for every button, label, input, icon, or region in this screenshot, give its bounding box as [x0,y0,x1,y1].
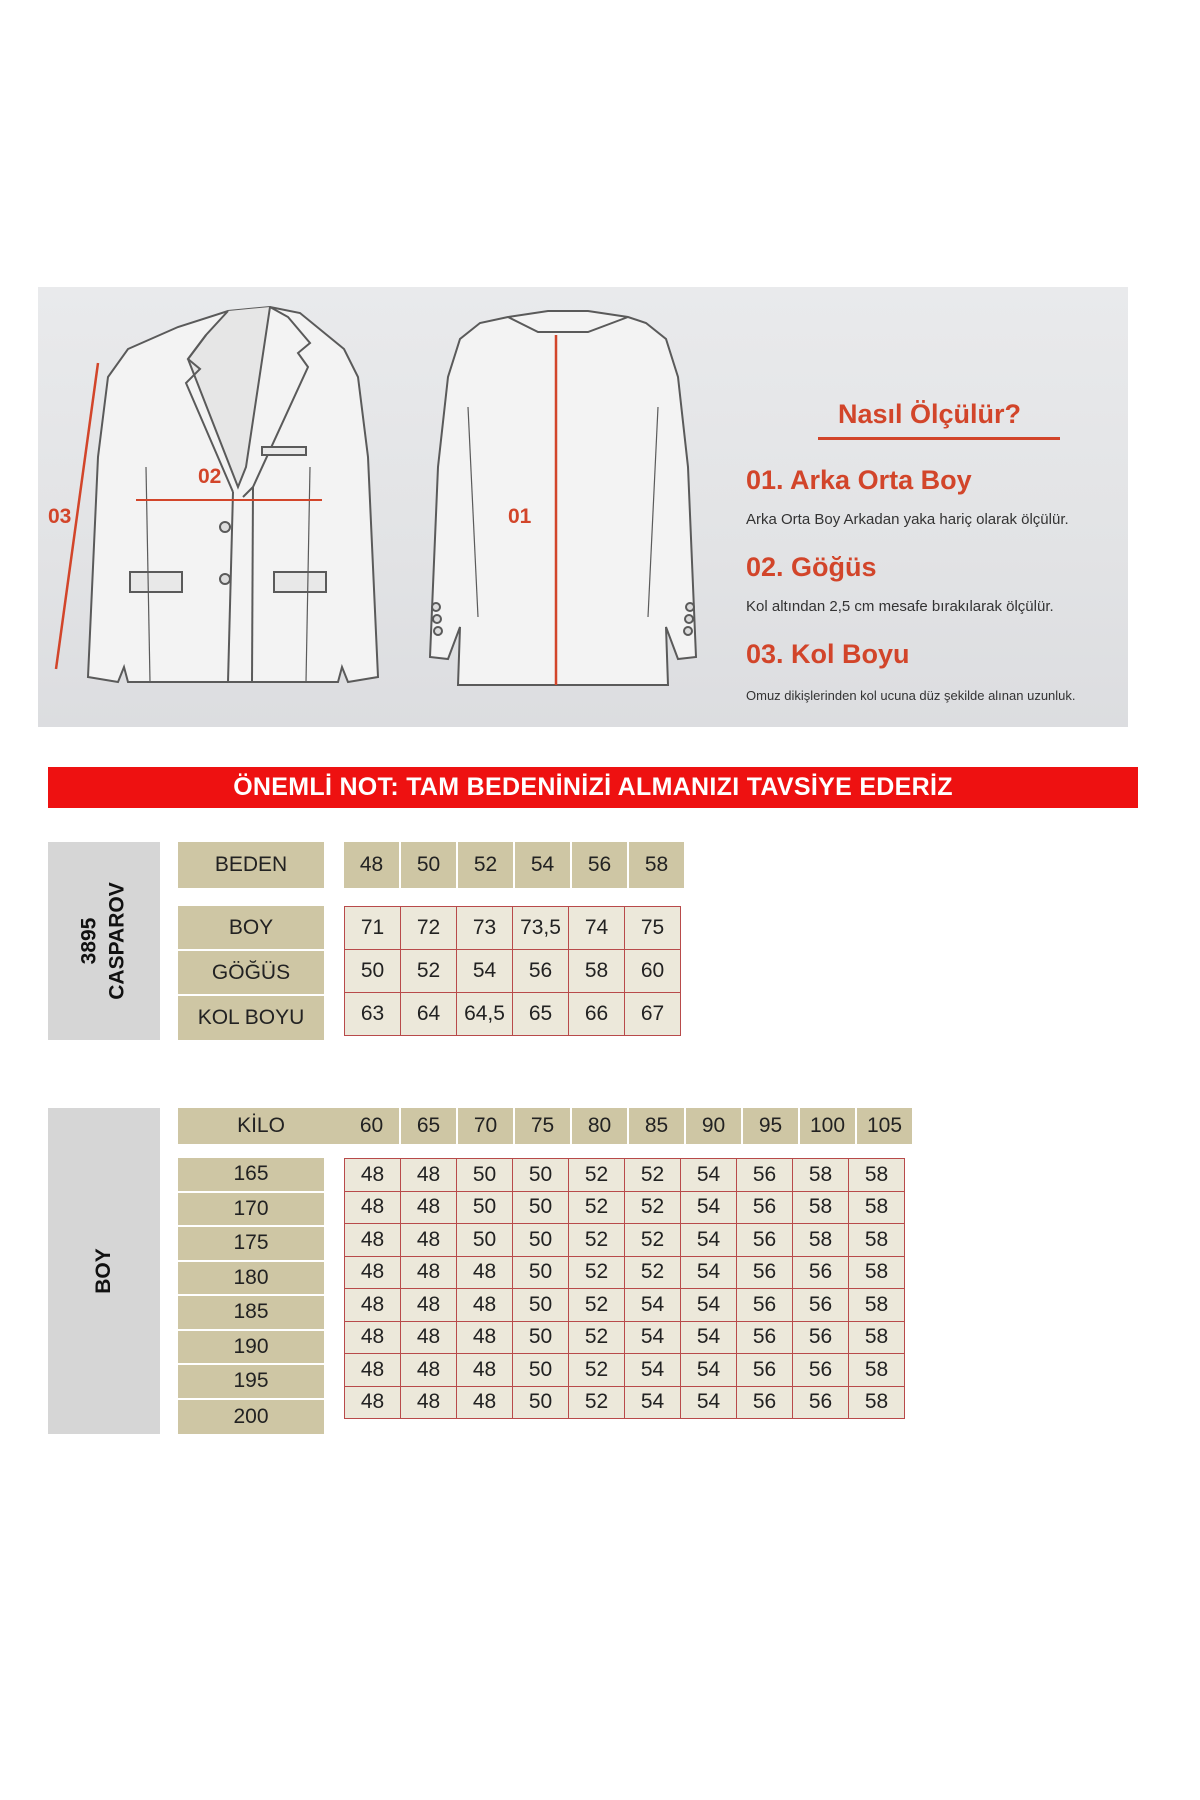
weight-header-cell: 90 [686,1108,741,1144]
height-row-label: 190 [178,1331,324,1366]
table-cell: 48 [457,1256,513,1289]
table-cell: 48 [345,1354,401,1387]
table-cell: 48 [401,1224,457,1257]
height-side-text: BOY [91,1248,115,1294]
table-cell: 54 [457,950,513,993]
height-row-label: 185 [178,1296,324,1331]
height-row-label: 170 [178,1193,324,1228]
table-cell: 48 [345,1289,401,1322]
table-cell: 54 [681,1386,737,1419]
weight-header-cell: 105 [857,1108,912,1144]
weight-header-label: KİLO [178,1108,344,1144]
table-row [345,1354,905,1387]
table-cell: 50 [513,1256,569,1289]
table-row [345,907,681,950]
table-cell: 66 [569,993,625,1036]
table-cell: 56 [737,1354,793,1387]
size-header-label: BEDEN [178,842,324,888]
table-cell: 56 [513,950,569,993]
marker-02: 02 [198,465,222,488]
weight-header-cell: 75 [515,1108,570,1144]
model-code: 3895 [78,917,101,965]
table-cell: 50 [513,1386,569,1419]
table-cell: 72 [401,907,457,950]
table-cell: 50 [457,1191,513,1224]
step-3-desc: Omuz dikişlerinden kol ucuna düz şekilde alınan uzunluk. [746,688,1076,703]
table-cell: 56 [793,1256,849,1289]
table-cell: 56 [737,1191,793,1224]
table-cell: 48 [345,1386,401,1419]
table-cell: 56 [737,1256,793,1289]
table-cell: 56 [737,1289,793,1322]
weight-header-cell: 95 [743,1108,798,1144]
table-cell: 54 [681,1191,737,1224]
table-cell: 54 [681,1321,737,1354]
table-cell: 52 [625,1159,681,1192]
height-row-label: 195 [178,1365,324,1400]
back-jacket-drawing [430,311,696,685]
table-cell: 63 [345,993,401,1036]
weight-header-cell: 70 [458,1108,513,1144]
table-cell: 52 [569,1386,625,1419]
marker-03: 03 [48,505,72,528]
table-row [345,950,681,993]
table-row [345,1386,905,1419]
table-cell: 73,5 [513,907,569,950]
table-cell: 50 [513,1191,569,1224]
table-cell: 50 [513,1354,569,1387]
table-cell: 52 [569,1159,625,1192]
table-cell: 52 [401,950,457,993]
table-cell: 73 [457,907,513,950]
table-cell: 48 [401,1256,457,1289]
table-cell: 48 [457,1354,513,1387]
size-measurements-table [344,906,681,1036]
marker-01: 01 [508,505,532,528]
table-cell: 54 [625,1354,681,1387]
table-cell: 56 [793,1354,849,1387]
table-cell: 75 [625,907,681,950]
table-row [345,993,681,1036]
weight-header-cell: 60 [344,1108,399,1144]
table-cell: 54 [625,1321,681,1354]
important-note-text: ÖNEMLİ NOT: TAM BEDENİNİZİ ALMANIZI TAVSİYE EDERİZ [233,773,953,801]
table-cell: 54 [625,1289,681,1322]
size-header-cell: 56 [572,842,627,888]
step-3-title: 03. Kol Boyu [746,639,910,669]
front-jacket-drawing [88,307,378,682]
table-cell: 50 [345,950,401,993]
size-header-cell: 58 [629,842,684,888]
measurement-guide-panel [38,287,1128,727]
table-row [345,1191,905,1224]
important-note-banner [48,767,1138,808]
table-row [345,1321,905,1354]
size-fit-table [344,1158,905,1419]
table-cell: 52 [569,1224,625,1257]
table-cell: 52 [625,1224,681,1257]
weight-header-cell: 80 [572,1108,627,1144]
table-cell: 71 [345,907,401,950]
table-cell: 48 [401,1289,457,1322]
size-header-cell: 48 [344,842,399,888]
table-cell: 64,5 [457,993,513,1036]
table-cell: 58 [849,1224,905,1257]
height-row-label: 165 [178,1158,324,1193]
table-cell: 54 [681,1159,737,1192]
step-2-title: 02. Göğüs [746,552,877,582]
how-to-measure-title: Nasıl Ölçülür? [838,399,1022,429]
table-cell: 48 [401,1354,457,1387]
table-cell: 48 [345,1159,401,1192]
step-2-desc: Kol altından 2,5 cm mesafe bırakılarak ölçülür. [746,598,1054,615]
table-cell: 54 [625,1386,681,1419]
table-cell: 50 [457,1224,513,1257]
table-cell: 48 [345,1256,401,1289]
table-cell: 54 [681,1354,737,1387]
size-row-label-boy: BOY [178,906,324,951]
height-row-label: 180 [178,1262,324,1297]
jacket-illustrations [38,287,1128,727]
size-row-label-gogus: GÖĞÜS [178,951,324,996]
title-underline [818,437,1060,440]
table-cell: 65 [513,993,569,1036]
weight-header-cell: 85 [629,1108,684,1144]
table-cell: 54 [681,1224,737,1257]
table-cell: 58 [849,1159,905,1192]
table-cell: 50 [513,1159,569,1192]
step-1-title: 01. Arka Orta Boy [746,465,972,495]
table-cell: 52 [569,1191,625,1224]
table-cell: 54 [681,1289,737,1322]
height-row-label: 200 [178,1400,324,1435]
model-side-label [48,842,160,1040]
table-cell: 50 [513,1321,569,1354]
table-row [345,1256,905,1289]
weight-header-cell: 65 [401,1108,456,1144]
table-cell: 64 [401,993,457,1036]
table-cell: 74 [569,907,625,950]
table-cell: 67 [625,993,681,1036]
table-cell: 48 [457,1386,513,1419]
table-cell: 58 [849,1321,905,1354]
size-header-cell: 54 [515,842,570,888]
table-cell: 52 [569,1289,625,1322]
table-cell: 48 [401,1386,457,1419]
table-cell: 48 [457,1321,513,1354]
table-cell: 48 [401,1191,457,1224]
table-cell: 58 [569,950,625,993]
table-cell: 52 [625,1191,681,1224]
table-cell: 50 [513,1224,569,1257]
size-row-label-kol-boyu: KOL BOYU [178,996,324,1040]
table-cell: 56 [793,1289,849,1322]
table-cell: 56 [737,1159,793,1192]
table-cell: 58 [849,1191,905,1224]
table-cell: 50 [457,1159,513,1192]
table-cell: 58 [849,1256,905,1289]
step-1-desc: Arka Orta Boy Arkadan yaka hariç olarak ölçülür. [746,511,1069,528]
weight-header-cell: 100 [800,1108,855,1144]
table-cell: 56 [793,1386,849,1419]
table-cell: 52 [569,1354,625,1387]
model-name: CASPAROV [106,882,129,1000]
table-cell: 52 [569,1256,625,1289]
table-cell: 48 [401,1321,457,1354]
table-cell: 54 [681,1256,737,1289]
table-row [345,1224,905,1257]
table-cell: 52 [625,1256,681,1289]
height-row-label: 175 [178,1227,324,1262]
table-cell: 56 [737,1321,793,1354]
table-cell: 52 [569,1321,625,1354]
table-cell: 58 [849,1354,905,1387]
table-cell: 48 [345,1321,401,1354]
table-cell: 58 [849,1386,905,1419]
table-cell: 48 [401,1159,457,1192]
table-cell: 58 [793,1159,849,1192]
size-header-cell: 50 [401,842,456,888]
table-cell: 48 [457,1289,513,1322]
table-cell: 56 [793,1321,849,1354]
table-row [345,1159,905,1192]
table-cell: 56 [737,1386,793,1419]
table-cell: 56 [737,1224,793,1257]
table-cell: 58 [793,1224,849,1257]
table-cell: 48 [345,1191,401,1224]
table-cell: 60 [625,950,681,993]
table-cell: 50 [513,1289,569,1322]
table-cell: 58 [793,1191,849,1224]
table-cell: 58 [849,1289,905,1322]
height-side-label [48,1108,160,1434]
size-header-cell: 52 [458,842,513,888]
table-cell: 48 [345,1224,401,1257]
table-row [345,1289,905,1322]
